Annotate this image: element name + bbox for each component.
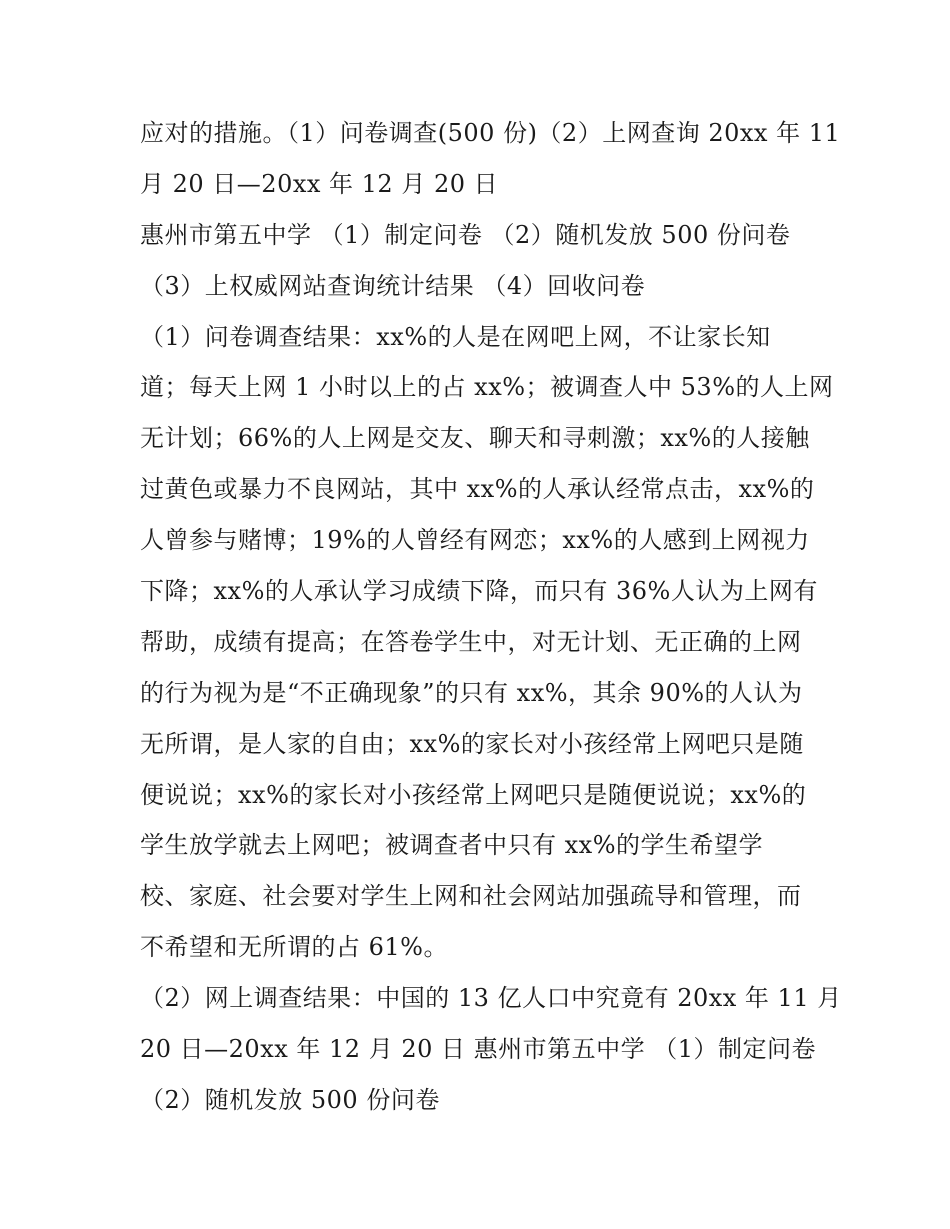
text-line: 学生放学就去上网吧；被调查者中只有 xx%的学生希望学 — [140, 831, 764, 860]
text-line: 无计划；66%的人上网是交友、聊天和寻刺激；xx%的人接触 — [140, 424, 810, 453]
text-line: 过黄色或暴力不良网站，其中 xx%的人承认经常点击，xx%的 — [140, 475, 815, 504]
text-line: 月 20 日—20xx 年 12 月 20 日 — [140, 169, 499, 198]
text-line: 的行为视为是“不正确现象”的只有 xx%，其余 90%的人认为 — [140, 678, 803, 707]
text-line: 人曾参与赌博；19%的人曾经有网恋；xx%的人感到上网视力 — [140, 526, 810, 555]
text-line: （2）网上调查结果：中国的 13 亿人口中究竟有 20xx 年 11 月 — [140, 984, 842, 1013]
text-line: 20 日—20xx 年 12 月 20 日 惠州市第五中学 （1）制定问卷 — [140, 1035, 817, 1064]
text-line: 惠州市第五中学 （1）制定问卷 （2）随机发放 500 份问卷 — [140, 220, 791, 249]
text-line: 无所谓，是人家的自由；xx%的家长对小孩经常上网吧只是随 — [140, 729, 804, 758]
text-line: 帮助，成绩有提高；在答卷学生中，对无计划、无正确的上网 — [140, 627, 802, 656]
text-line: （2）随机发放 500 份问卷 — [140, 1085, 440, 1114]
text-line: 道；每天上网 1 小时以上的占 xx%；被调查人中 53%的人上网 — [140, 373, 834, 402]
text-line: （3）上权威网站查询统计结果 （4）回收问卷 — [140, 271, 646, 300]
text-line: （1）问卷调查结果：xx%的人是在网吧上网，不让家长知 — [140, 322, 771, 351]
text-line: 下降；xx%的人承认学习成绩下降，而只有 36%人认为上网有 — [140, 577, 818, 606]
text-line: 校、家庭、社会要对学生上网和社会网站加强疏导和管理，而 — [140, 882, 802, 911]
text-line: 便说说；xx%的家长对小孩经常上网吧只是随便说说；xx%的 — [140, 780, 807, 809]
text-line: 不希望和无所谓的占 61%。 — [140, 933, 448, 962]
document-body — [140, 108, 842, 1126]
text-line: 应对的措施。（1）问卷调查(500 份)（2）上网查询 20xx 年 11 — [140, 119, 841, 147]
